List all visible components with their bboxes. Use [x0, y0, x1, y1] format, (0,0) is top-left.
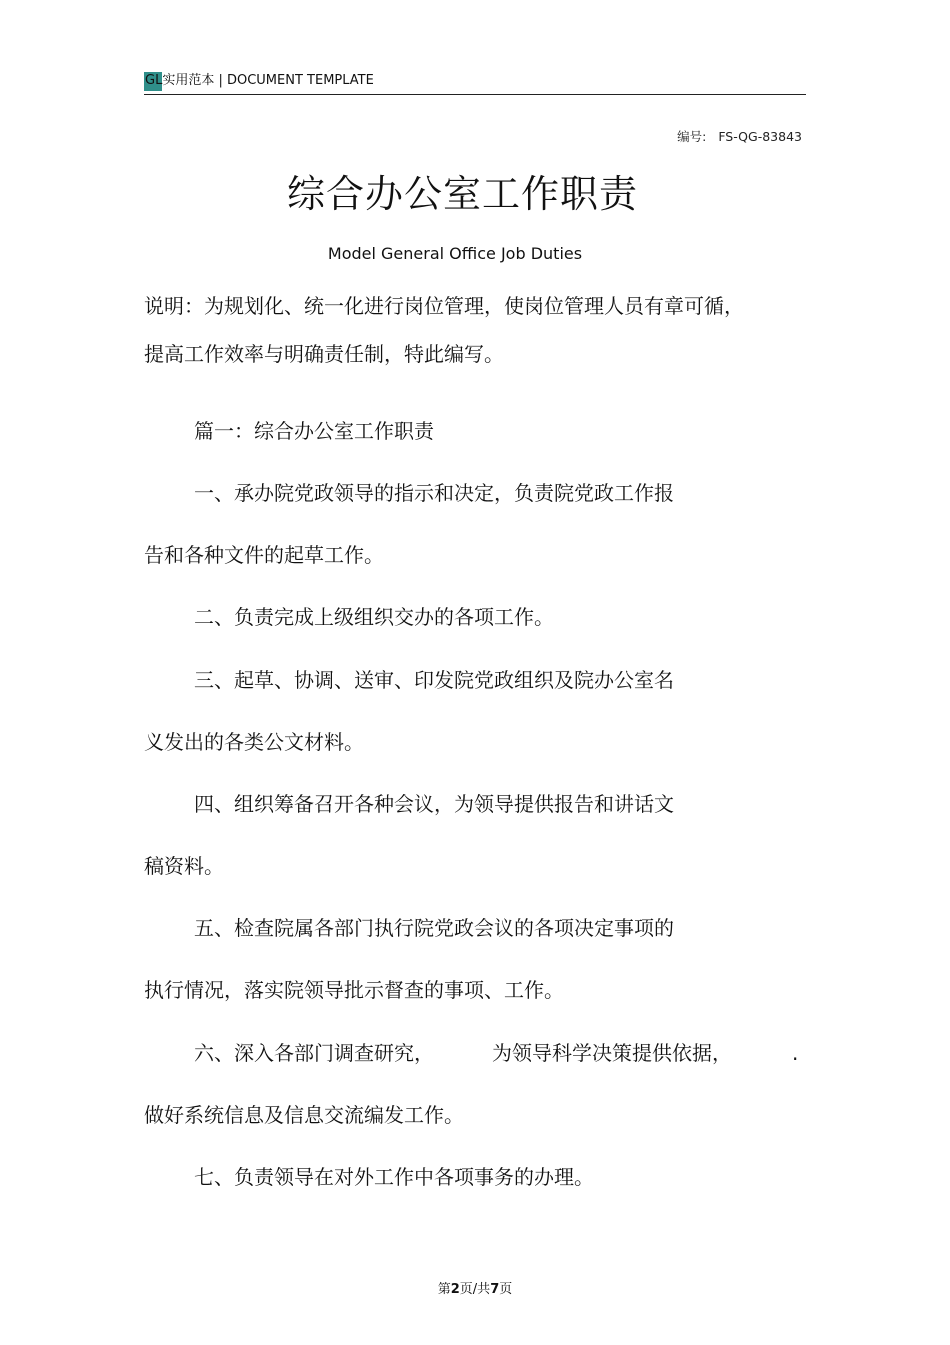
body-line: 执行情况，落实院领导批示督查的事项、工作。: [144, 978, 564, 1002]
doc-number-value: FS-QG-83843: [718, 129, 802, 144]
body-line: 义发出的各类公文材料。: [144, 730, 364, 754]
footer-suffix: 页: [499, 1282, 513, 1297]
doc-number-label: 编号:: [677, 129, 707, 144]
header-brand: GL: [145, 73, 163, 88]
page-footer: [0, 1278, 950, 1297]
footer-page-number: 2: [450, 1282, 460, 1297]
header-label: [145, 72, 374, 90]
body-line: 六、深入各部门调查研究，: [194, 1041, 434, 1065]
body-line: .: [792, 1041, 799, 1065]
page-subtitle: Model General Office Job Duties: [327, 244, 583, 263]
section-heading: 篇一：综合办公室工作职责: [194, 419, 434, 443]
page-header: [144, 68, 806, 95]
footer-middle: 页/共: [459, 1282, 491, 1297]
page-title: 综合办公室工作职责: [286, 172, 638, 216]
header-title: 实用范本 | DOCUMENT TEMPLATE: [162, 73, 374, 88]
body-line: 五、检查院属各部门执行院党政会议的各项决定事项的: [194, 916, 674, 940]
footer-prefix: 第: [437, 1282, 451, 1297]
body-line: 告和各种文件的起草工作。: [144, 543, 384, 567]
body-line: 稿资料。: [144, 854, 224, 878]
intro-line-1: 说明：为规划化、统一化进行岗位管理，使岗位管理人员有章可循，: [144, 294, 744, 318]
body-line: 为领导科学决策提供依据，: [492, 1041, 732, 1065]
body-line: 做好系统信息及信息交流编发工作。: [144, 1103, 464, 1127]
footer-total-pages: 7: [490, 1282, 500, 1297]
body-line: 三、起草、协调、送审、印发院党政组织及院办公室名: [194, 668, 674, 692]
intro-line-2: 提高工作效率与明确责任制，特此编写。: [144, 342, 504, 366]
body-line: 一、承办院党政领导的指示和决定，负责院党政工作报: [194, 481, 674, 505]
body-line: 四、组织筹备召开各种会议，为领导提供报告和讲话文: [194, 792, 674, 816]
body-line: 七、负责领导在对外工作中各项事务的办理。: [194, 1165, 594, 1189]
document-number: [560, 127, 802, 145]
body-line: 二、负责完成上级组织交办的各项工作。: [194, 605, 554, 629]
